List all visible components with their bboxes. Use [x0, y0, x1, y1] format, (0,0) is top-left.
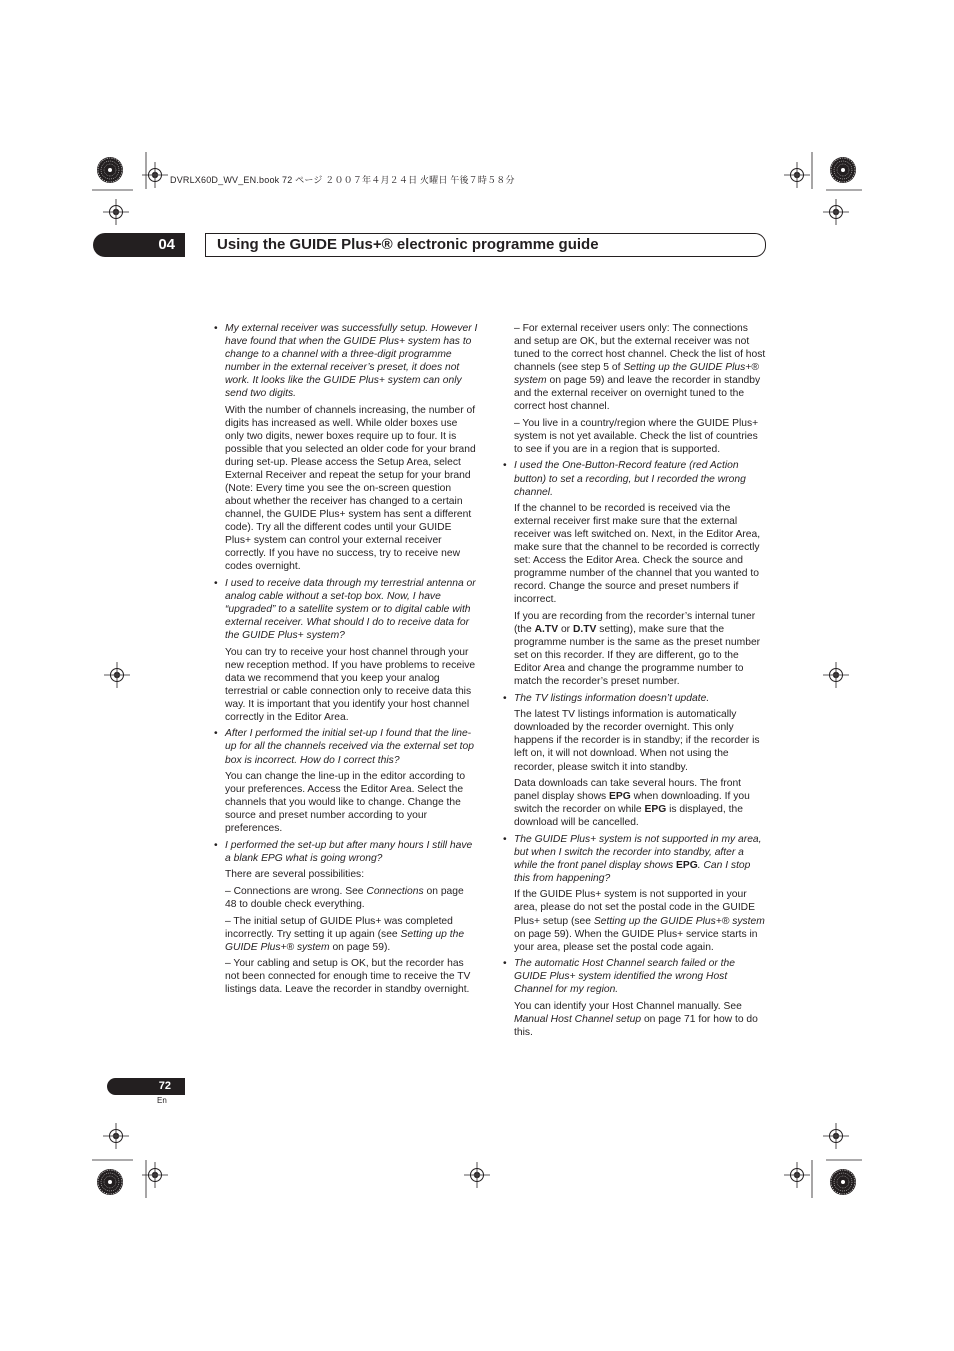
starburst-mark [830, 157, 856, 183]
faq-answer [214, 770, 478, 835]
text-run: EPG [675, 859, 698, 871]
faq-answer [503, 322, 767, 413]
text-run: Connections [366, 885, 424, 897]
text-run: You can change the line-up in the editor according to your preferences. Access the Editor Area. Select the channels that you would like to change. Change the source and preset number according to your preferences. [225, 771, 466, 835]
text-run: is displayed, the download will be cancelled. [514, 804, 743, 829]
text-run: After I performed the initial set-up I found that the line-up for all the channels received via the external set top box is incorrect. How do I correct this? [225, 728, 474, 766]
text-run: If the channel to be recorded is received via the external receiver first make sure that the external receiver was left switched on. Next, in the Editor Area, make sure that the channel to be recorded is correctly set: Access the Editor Area. Check the source and programme number of the channel that you wanted to record. Change the source and preset numbers if incorrect. [514, 503, 761, 606]
faq-answer [503, 1000, 767, 1039]
text-run: setting), make sure that the programme number is the same as the preset number set on this recorder. If they are different, go to the Editor Area and change the programme number to match the recorder’s preset number. [514, 624, 761, 688]
crosshair-mark [103, 1123, 129, 1149]
text-run: A.TV [534, 624, 559, 636]
left-column [214, 322, 478, 1000]
text-run: on page 59). When the GUIDE Plus+ service starts in your area, please set the postal code again. [514, 928, 758, 953]
faq-question [503, 957, 767, 996]
faq-question [503, 459, 767, 498]
crosshair-mark [104, 662, 130, 688]
text-run: With the number of channels increasing, the number of digits has increased as well. While older boxes use only two digits, newer boxes require up to four. It is possible that you selected an older code for your brand during set-up. Please access the Setup Area, select External Receiver and repeat the setup for your brand (Note: Every time you see the on-screen question about whether the receiver has changed to a certain channel, the GUIDE Plus+ system has sent a different code). Try all the different codes until your GUIDE Plus+ system can control your external receiver correctly. If you have no success, try to receive new codes overnight. [225, 404, 476, 573]
faq-question [214, 322, 478, 400]
chapter-number: 04 [158, 236, 175, 253]
text-run: EPG [644, 804, 667, 816]
text-run: There are several possibilities: [225, 869, 365, 881]
text-run: My external receiver was successfully setup. However I have found that when the GUIDE Plus+ system has to change to a channel with a three-digit programme number in the external receiver’s preset, it does not work. It looks like the GUIDE Plus+ system can only send two digits. [225, 323, 478, 400]
text-run: Manual Host Channel setup [514, 1013, 642, 1025]
text-run: – Connections are wrong. See [225, 885, 367, 897]
faq-answer [503, 708, 767, 773]
text-run: on page 71 for how to do this. [514, 1013, 758, 1038]
text-run: The automatic Host Channel search failed or the GUIDE Plus+ system identified the wrong Host Channel for my region. [514, 958, 735, 996]
faq-answer [214, 957, 478, 996]
text-run: D.TV [572, 624, 597, 636]
page-language: En [157, 1096, 167, 1105]
right-column [503, 322, 767, 1042]
starburst-mark [830, 1169, 856, 1195]
text-run: – For external receiver users only: The connections and setup are OK, but the external receiver was not tuned to the correct host channel. Check the list of host channels (see step 5 of [514, 323, 766, 374]
text-run: If you are recording from the recorder’s internal tuner (the [514, 610, 756, 636]
crosshair-mark [823, 199, 849, 225]
starburst-mark [97, 157, 123, 183]
text-run: – Your cabling and setup is OK, but the recorder has not been connected for enough time to receive the TV listings data. Leave the recorder in standby overnight. [225, 958, 471, 996]
text-run: Data downloads can take several hours. The front panel display shows [514, 778, 742, 803]
text-run: You can identify your Host Channel manually. See [514, 1000, 742, 1012]
text-run: You can try to receive your host channel through your new reception method. If you have problems to receive data we recommend that you keep your analog terrestrial or cable connection only to receive data this way. It is important that you identify your host channel correctly in the Editor Area. [225, 646, 476, 723]
starburst-mark [97, 1169, 123, 1195]
text-run: If the GUIDE Plus+ system is not supported in your area, please do not set the postal code in the GUIDE Plus+ setup (see [514, 889, 755, 927]
faq-answer [503, 888, 767, 953]
faq-answer [503, 502, 767, 606]
text-run: The TV listings information doesn’t update. [514, 692, 710, 704]
text-run: The GUIDE Plus+ system is not supported in my area, but when I switch the recorder into standby, after a while the front panel display shows [514, 833, 762, 871]
print-file-header: DVRLX60D_WV_EN.book 72 ページ ２００７年４月２４日 火曜日 午後７時５８分 [170, 175, 515, 185]
text-run: on page 59) and leave the recorder in standby and the external receiver on overnight tuned to the correct host channel. [514, 375, 761, 413]
text-run: I performed the set-up but after many hours I still have a blank EPG what is going wrong? [225, 839, 473, 864]
page-number: 72 [158, 1080, 171, 1092]
faq-answer [214, 885, 478, 911]
text-run: EPG [609, 791, 631, 803]
text-run: Setting up the GUIDE Plus+® system [225, 928, 465, 953]
faq-answer [503, 610, 767, 688]
chapter-title: Using the GUIDE Plus+® electronic programme guide [217, 236, 599, 253]
faq-answer [503, 417, 767, 456]
text-run: I used to receive data through my terrestrial antenna or analog cable without a set-top box. Now, I have “upgraded” to a satellite system or to digital cable with external receiver. What should I do to receive data for the GUIDE Plus+ system? [225, 577, 476, 642]
text-run: Setting up the GUIDE Plus+® system [514, 362, 759, 387]
chapter-number-badge [93, 233, 185, 257]
crosshair-mark [784, 162, 810, 188]
text-run: I used the One-Button-Record feature (red Action button) to set a recording, but I recorded the wrong channel. [514, 460, 746, 498]
faq-answer [214, 868, 478, 881]
crosshair-mark [464, 1162, 490, 1188]
text-run: or [558, 624, 573, 636]
page-number-badge [107, 1078, 185, 1095]
chapter-title-box [205, 233, 766, 257]
faq-question [503, 692, 767, 705]
text-run: when downloading. If you switch the recorder on while [514, 791, 750, 816]
text-run: – The initial setup of GUIDE Plus+ was completed incorrectly. Try setting it up again (see [225, 915, 453, 940]
faq-answer [214, 404, 478, 574]
text-run: The latest TV listings information is automatically downloaded by the recorder overnight. This only happens if the recorder is in standby; if the recorder is left on, it will not download. When not using the recorder, please switch it into standby. [514, 709, 760, 773]
text-run: Setting up the GUIDE Plus+® system [593, 915, 765, 927]
faq-question [214, 577, 478, 642]
faq-question [214, 839, 478, 865]
text-run: . Can I stop this from happening? [514, 859, 751, 884]
crosshair-mark [784, 1162, 810, 1188]
text-run: on page 59). [329, 941, 391, 953]
faq-answer [214, 915, 478, 954]
faq-question [214, 727, 478, 766]
faq-answer [503, 777, 767, 829]
crosshair-mark [103, 199, 129, 225]
faq-question [503, 833, 767, 885]
crosshair-mark [823, 662, 849, 688]
text-run: – You live in a country/region where the GUIDE Plus+ system is not yet available. Check the list of countries to see if you are in a region that is supported. [514, 417, 759, 455]
text-run: on page 48 to double check everything. [225, 885, 464, 910]
crosshair-mark [823, 1123, 849, 1149]
faq-answer [214, 646, 478, 724]
